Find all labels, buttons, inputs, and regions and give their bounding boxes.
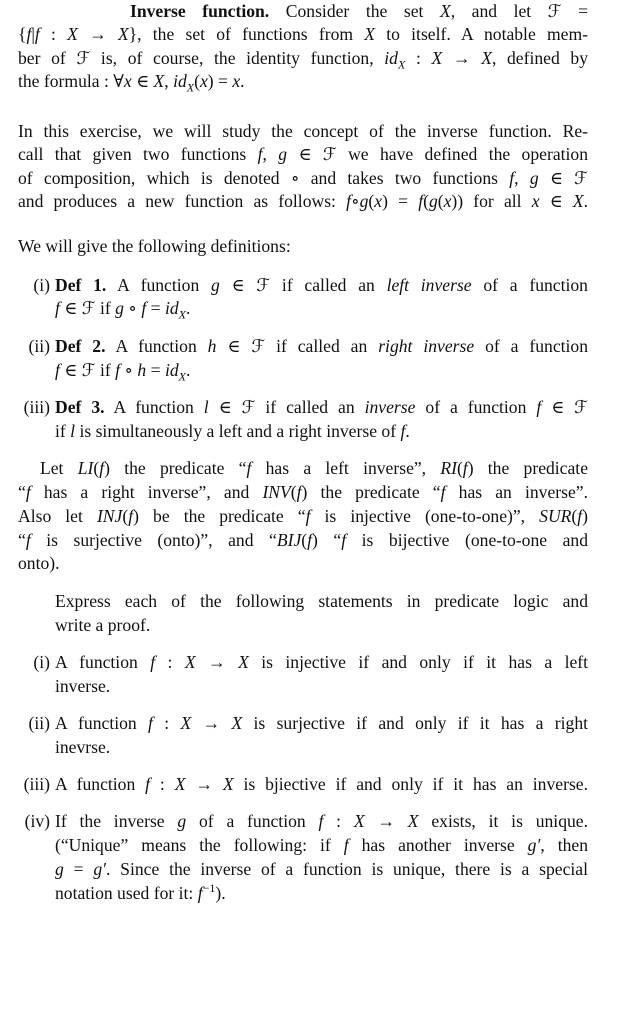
text-segment: Also let: [18, 506, 97, 526]
math-text: g: [428, 191, 438, 211]
list-item-label: (ii): [28, 713, 50, 733]
text-segment: (“Unique” means the following: if: [55, 835, 344, 855]
math-text: h: [207, 336, 217, 356]
math-text: f: [346, 191, 351, 211]
text-segment: →: [364, 811, 408, 831]
text-segment: (: [368, 191, 375, 211]
text-segment: →: [77, 24, 118, 44]
text-segment: of a function: [471, 275, 588, 295]
text-segment: (: [571, 506, 578, 526]
text-segment: ∈: [539, 191, 573, 211]
math-text: f: [341, 530, 347, 550]
math-text: l: [70, 421, 76, 441]
text-segment: ∈: [131, 71, 154, 91]
text-segment: }, the set of functions from: [128, 24, 365, 44]
math-text: X: [174, 774, 186, 794]
bold-text: Def 3.: [55, 397, 105, 417]
text-line: [55, 335, 588, 358]
text-line: [55, 810, 588, 833]
text-segment: We will give the following definitions:: [18, 236, 291, 256]
text-segment: ∈ ℱ if called an: [208, 397, 365, 417]
math-text: g: [55, 859, 64, 879]
text-segment: ).: [215, 883, 226, 903]
text-segment: In this exercise, we will study the concept of the inverse function. Re-: [18, 121, 588, 141]
math-text: X: [222, 774, 234, 794]
math-text: x: [199, 71, 208, 91]
text-segment: (: [301, 530, 308, 550]
text-segment: :: [150, 774, 175, 794]
math-text: f: [440, 482, 446, 502]
math-text: f: [25, 530, 31, 550]
math-text: f: [400, 421, 406, 441]
math-text: SUR: [539, 506, 572, 526]
math-text: X: [353, 811, 365, 831]
math-text: X: [397, 57, 406, 70]
math-text: X: [238, 652, 249, 672]
text-line: [55, 590, 588, 613]
math-text: X: [407, 811, 419, 831]
text-line: [18, 481, 588, 504]
text-segment: ) “: [312, 530, 342, 550]
math-text: X: [572, 191, 584, 211]
text-segment: A function: [55, 774, 146, 794]
text-line: [18, 70, 245, 93]
math-text: g: [177, 811, 187, 831]
text-segment: if: [55, 421, 71, 441]
text-segment: has a left inverse”,: [251, 458, 441, 478]
text-segment: , defined by: [491, 48, 588, 68]
math-text: f: [115, 360, 120, 380]
text-segment: A function: [104, 397, 204, 417]
text-segment: ∘: [119, 360, 138, 380]
text-segment: is surjective if and only if it has a right: [242, 713, 588, 733]
text-line: [55, 882, 226, 905]
math-text: g: [115, 298, 124, 318]
text-segment: =: [146, 360, 165, 380]
text-segment: ,: [262, 144, 279, 164]
math-text: X: [431, 48, 443, 68]
list-item-label: (i): [33, 275, 50, 295]
math-text: f: [307, 530, 313, 550]
math-text: INV: [262, 482, 291, 502]
text-segment: →: [195, 652, 239, 672]
text-line: [18, 143, 588, 166]
text-line: [18, 529, 588, 552]
text-segment: has an inverse”.: [445, 482, 588, 502]
text-segment: .: [185, 360, 191, 380]
text-segment: If the inverse: [55, 811, 178, 831]
text-segment: ) the predicate “: [104, 458, 247, 478]
math-text: f: [145, 774, 151, 794]
math-text: f: [55, 360, 60, 380]
math-text: X: [178, 369, 186, 384]
text-segment: ∘: [350, 191, 360, 211]
text-segment: ∈ ℱ we have defined the operation: [287, 144, 588, 164]
math-text: X: [117, 24, 129, 44]
text-segment: has a right inverse”, and: [30, 482, 263, 502]
text-segment: inevrse.: [55, 737, 111, 757]
text-segment: A function: [55, 713, 149, 733]
math-text: f: [141, 298, 147, 318]
text-segment: (: [423, 191, 429, 211]
math-text: f: [25, 482, 31, 502]
text-segment: (: [456, 458, 463, 478]
text-line: [18, 190, 588, 213]
math-text: f: [99, 458, 105, 478]
math-text: l: [203, 397, 209, 417]
math-text: f: [536, 397, 542, 417]
text-line: [55, 614, 150, 637]
list-item-label: (iii): [23, 774, 50, 794]
text-segment: ∘: [123, 298, 142, 318]
text-segment: →: [442, 48, 482, 68]
math-text: BIJ: [276, 530, 302, 550]
math-text: X: [178, 307, 186, 322]
math-text: X: [186, 80, 195, 95]
text-segment: :: [405, 48, 432, 68]
math-text: −1: [202, 881, 216, 896]
text-segment: is bjiective if and only if it has an inverse.: [233, 774, 588, 794]
text-segment: Let: [40, 458, 78, 478]
text-segment: ∈ ℱ: [541, 397, 588, 417]
text-segment: ,: [164, 71, 174, 91]
math-text: inverse: [364, 397, 416, 417]
math-text: X: [231, 713, 243, 733]
text-segment: of a function: [474, 336, 588, 356]
math-text: h: [137, 360, 147, 380]
math-text: f: [55, 298, 60, 318]
math-text: f: [197, 883, 203, 903]
text-segment: .: [185, 298, 191, 318]
text-segment: is injective if and only if it has a left: [248, 652, 588, 672]
math-text: f: [343, 835, 349, 855]
math-text: f: [26, 24, 32, 44]
math-text: f: [128, 506, 134, 526]
text-segment: is injective (one-to-one)”,: [310, 506, 540, 526]
text-line: [55, 396, 588, 419]
text-segment: is surjective (onto)”, and “: [30, 530, 277, 550]
text-line: [18, 505, 588, 528]
text-line: [55, 736, 110, 759]
math-text: f: [296, 482, 302, 502]
text-line: [18, 167, 588, 190]
math-text: left inverse: [386, 275, 472, 295]
math-text: x: [123, 71, 132, 91]
text-segment: call that given two functions: [18, 144, 258, 164]
math-text: id: [164, 298, 179, 318]
text-segment: , and let ℱ =: [450, 1, 588, 21]
math-text: X: [67, 24, 78, 44]
text-segment: inverse.: [55, 676, 111, 696]
math-text: g′: [93, 859, 106, 879]
list-item-label: (ii): [28, 336, 50, 356]
math-text: X: [153, 71, 165, 91]
text-segment: =: [63, 859, 94, 879]
math-text: g′: [527, 835, 541, 855]
text-segment: ): [582, 506, 588, 526]
math-text: g: [529, 168, 539, 188]
math-text: g: [359, 191, 369, 211]
text-segment: →: [185, 774, 223, 794]
text-segment: =: [146, 298, 165, 318]
text-segment: of a function: [186, 811, 319, 831]
list-item-label: (iii): [23, 397, 50, 417]
math-text: f: [418, 191, 424, 211]
list-item-label: (iv): [24, 811, 50, 831]
text-segment: and produces a new function as follows:: [18, 191, 347, 211]
text-segment: )) for all: [451, 191, 532, 211]
math-text: f: [150, 652, 156, 672]
text-segment: :: [152, 713, 181, 733]
text-segment: ∈ ℱ if: [59, 298, 116, 318]
math-text: x: [374, 191, 383, 211]
math-text: f: [148, 713, 153, 733]
text-segment: notation used for it:: [55, 883, 198, 903]
text-line: [130, 0, 588, 23]
text-segment: :: [155, 652, 185, 672]
math-text: g: [211, 275, 220, 295]
text-segment: onto).: [18, 553, 60, 573]
math-text: f: [509, 168, 515, 188]
text-segment: ber of ℱ is, of course, the identity function,: [18, 48, 385, 68]
text-segment: ) =: [207, 71, 233, 91]
math-text: X: [184, 652, 196, 672]
text-line: [55, 712, 588, 735]
text-segment: (: [437, 191, 444, 211]
math-text: f: [257, 144, 263, 164]
text-segment: is simultaneously a left and a right inverse of: [75, 421, 401, 441]
text-segment: Consider the set: [269, 1, 440, 21]
math-text: x: [443, 191, 452, 211]
list-item-label: (i): [33, 652, 50, 672]
text-segment: ∈ ℱ if: [59, 360, 116, 380]
text-segment: . Since the inverse of a function is unique, there is a special: [105, 859, 588, 879]
math-text: g: [278, 144, 288, 164]
text-segment: “: [18, 482, 26, 502]
text-segment: →: [191, 713, 232, 733]
text-segment: is bijective (one-to-one and: [346, 530, 588, 550]
text-segment: (: [290, 482, 297, 502]
text-line: [55, 420, 410, 443]
text-segment: A function: [106, 275, 211, 295]
text-segment: ∈ ℱ if called an: [216, 336, 379, 356]
text-segment: write a proof.: [55, 615, 151, 635]
text-segment: ∈ ℱ if called an: [219, 275, 387, 295]
math-text: X: [180, 713, 192, 733]
math-text: id: [164, 360, 179, 380]
text-line: [55, 359, 190, 382]
math-text: x: [531, 191, 540, 211]
text-segment: of a function: [415, 397, 537, 417]
text-line: [18, 23, 588, 46]
text-segment: {: [18, 24, 27, 44]
text-segment: has another inverse: [348, 835, 528, 855]
text-segment: ∈ ℱ: [538, 168, 588, 188]
text-line: [40, 457, 588, 480]
text-segment: :: [39, 24, 68, 44]
math-text: X: [364, 24, 376, 44]
text-segment: A function: [55, 652, 151, 672]
math-text: f: [577, 506, 583, 526]
math-text: right inverse: [378, 336, 475, 356]
text-segment: the formula : ∀: [18, 71, 124, 91]
text-segment: A function: [105, 336, 208, 356]
text-segment: (: [122, 506, 129, 526]
math-text: LI: [77, 458, 94, 478]
math-text: f: [318, 811, 324, 831]
text-line: [18, 235, 291, 258]
text-segment: Express each of the following statements in predicate logic and: [55, 591, 588, 611]
math-text: f: [34, 24, 40, 44]
text-segment: .: [240, 71, 245, 91]
math-text: id: [384, 48, 398, 68]
text-segment: .: [583, 191, 588, 211]
text-line: [55, 675, 110, 698]
text-segment: .: [405, 421, 410, 441]
text-segment: ) =: [382, 191, 419, 211]
math-text: X: [439, 1, 451, 21]
math-text: f: [462, 458, 468, 478]
text-line: [55, 858, 588, 881]
text-line: [18, 120, 588, 143]
text-segment: exists, it is unique.: [418, 811, 588, 831]
math-text: x: [232, 71, 241, 91]
text-segment: |: [31, 24, 35, 44]
text-segment: “: [18, 530, 26, 550]
text-line: [18, 47, 588, 70]
bold-text: Def 1.: [55, 275, 107, 295]
text-segment: (: [93, 458, 100, 478]
math-text: f: [305, 506, 311, 526]
text-segment: (: [194, 71, 200, 91]
text-segment: ) the predicate: [467, 458, 588, 478]
math-text: INJ: [96, 506, 123, 526]
math-text: X: [481, 48, 492, 68]
text-segment: , then: [540, 835, 588, 855]
text-line: [55, 297, 190, 320]
bold-text: Inverse function.: [130, 1, 270, 21]
text-line: [55, 274, 588, 297]
math-text: f: [246, 458, 252, 478]
text-segment: ) the predicate “: [301, 482, 441, 502]
text-segment: to itself. A notable mem-: [375, 24, 588, 44]
text-segment: ) be the predicate “: [133, 506, 306, 526]
math-text: RI: [440, 458, 457, 478]
text-line: [18, 552, 60, 575]
text-line: [55, 834, 588, 857]
text-line: [55, 773, 588, 796]
text-segment: ,: [514, 168, 530, 188]
math-text: id: [173, 71, 187, 91]
bold-text: Def 2.: [55, 336, 106, 356]
text-line: [55, 651, 588, 674]
text-segment: of composition, which is denoted ∘ and takes two functions: [18, 168, 510, 188]
text-segment: :: [323, 811, 354, 831]
